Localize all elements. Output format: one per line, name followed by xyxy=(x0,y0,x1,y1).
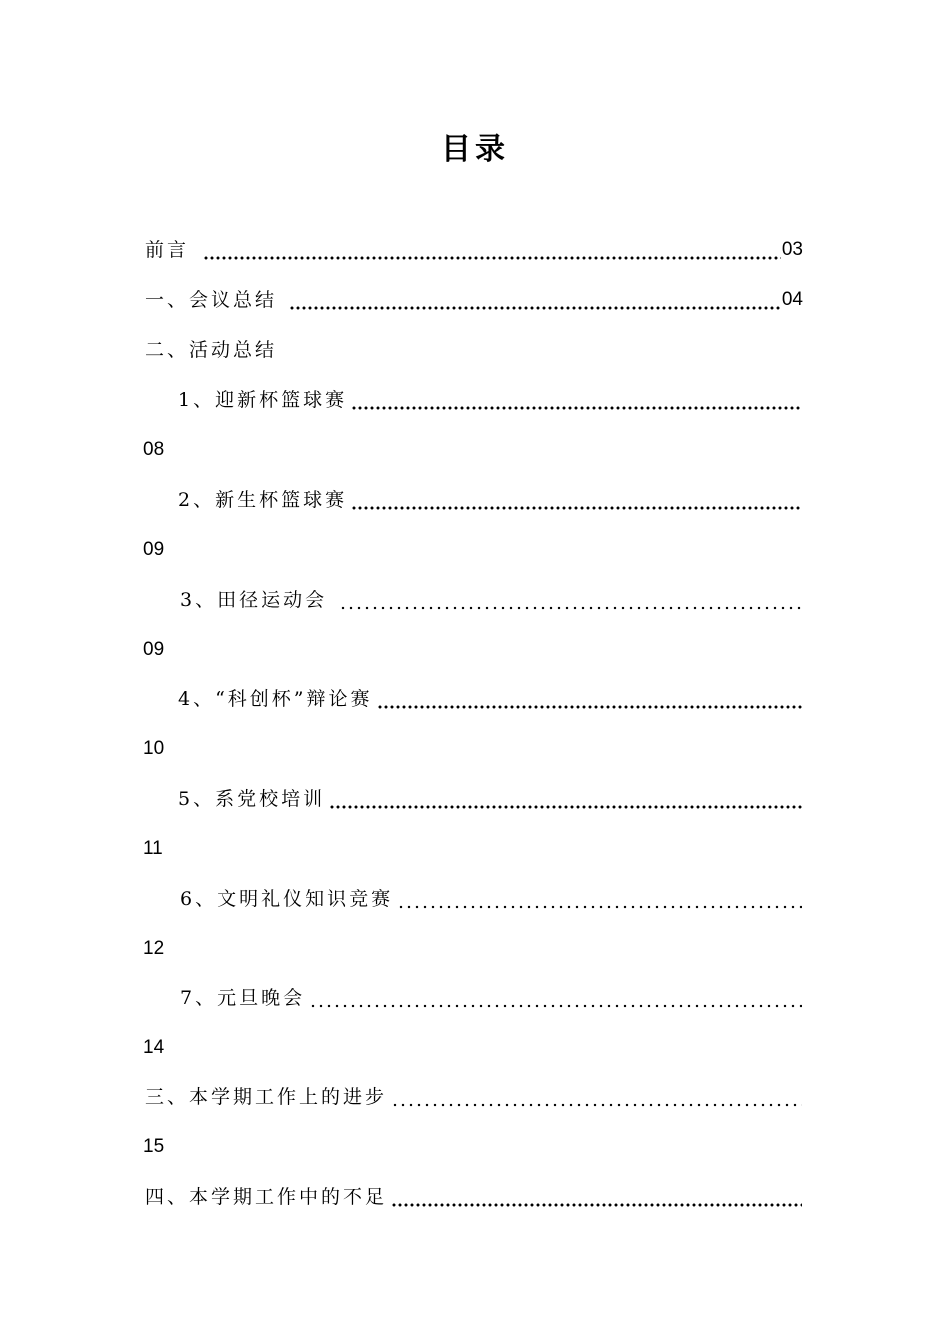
toc-entry-page-number: 09 xyxy=(143,539,165,560)
toc-entry-label: 四、本学期工作中的不足 xyxy=(145,1186,388,1208)
toc-entry-page-number: 12 xyxy=(143,938,165,959)
toc-entry-sub-4 xyxy=(178,684,803,714)
toc-entry-label: 三、本学期工作上的进步 xyxy=(145,1086,388,1108)
dot-leader xyxy=(203,235,781,265)
dot-leader xyxy=(377,684,802,714)
toc-entry-sub-5 xyxy=(178,784,803,814)
dot-leader xyxy=(391,1082,802,1112)
toc-entry-sub-7 xyxy=(180,983,803,1013)
toc-entry-label: 7、元旦晚会 xyxy=(180,987,306,1009)
toc-entry-progress xyxy=(145,1082,803,1112)
toc-entry-label: 6、文明礼仪知识竞赛 xyxy=(180,888,394,910)
dot-leader xyxy=(339,585,802,615)
toc-entry-sub-1 xyxy=(178,385,803,415)
toc-entry-label: 前言 xyxy=(145,239,190,261)
toc-entry-label: 1、迎新杯篮球赛 xyxy=(178,389,348,411)
toc-entry-label: 5、系党校培训 xyxy=(178,788,326,810)
toc-entry-sub-3 xyxy=(180,585,803,615)
toc-entry-meeting-summary xyxy=(145,285,803,315)
dot-leader xyxy=(351,485,802,515)
toc-entry-sub-6 xyxy=(180,884,803,914)
toc-entry-activity-summary xyxy=(145,335,803,365)
page-title: 目录 xyxy=(441,132,509,167)
toc-entry-page-number: 11 xyxy=(143,838,163,859)
toc-entry-preface xyxy=(145,235,803,265)
dot-leader xyxy=(397,884,802,914)
toc-entry-shortcomings xyxy=(145,1182,803,1212)
toc-entry-page-number: 14 xyxy=(143,1037,165,1058)
dot-leader xyxy=(309,983,802,1013)
toc-entry-page-number: 10 xyxy=(143,738,165,759)
toc-entry-sub-2 xyxy=(178,485,803,515)
toc-entry-label: 2、新生杯篮球赛 xyxy=(178,489,348,511)
dot-leader xyxy=(289,285,781,315)
dot-leader xyxy=(329,784,802,814)
toc-entry-page-number: 08 xyxy=(143,439,165,460)
dot-leader xyxy=(391,1182,802,1212)
toc-entry-page-number: 15 xyxy=(143,1136,165,1157)
toc-entry-page-number: 04 xyxy=(781,289,803,310)
toc-entry-label: 3、田径运动会 xyxy=(180,589,328,611)
toc-entry-page-number: 03 xyxy=(781,239,803,260)
toc-entry-label: 4、“科创杯”辩论赛 xyxy=(178,688,373,710)
dot-leader xyxy=(351,385,802,415)
toc-entry-label: 一、会议总结 xyxy=(145,289,278,311)
toc-entry-label: 二、活动总结 xyxy=(145,339,278,361)
toc-entry-page-number: 09 xyxy=(143,639,165,660)
